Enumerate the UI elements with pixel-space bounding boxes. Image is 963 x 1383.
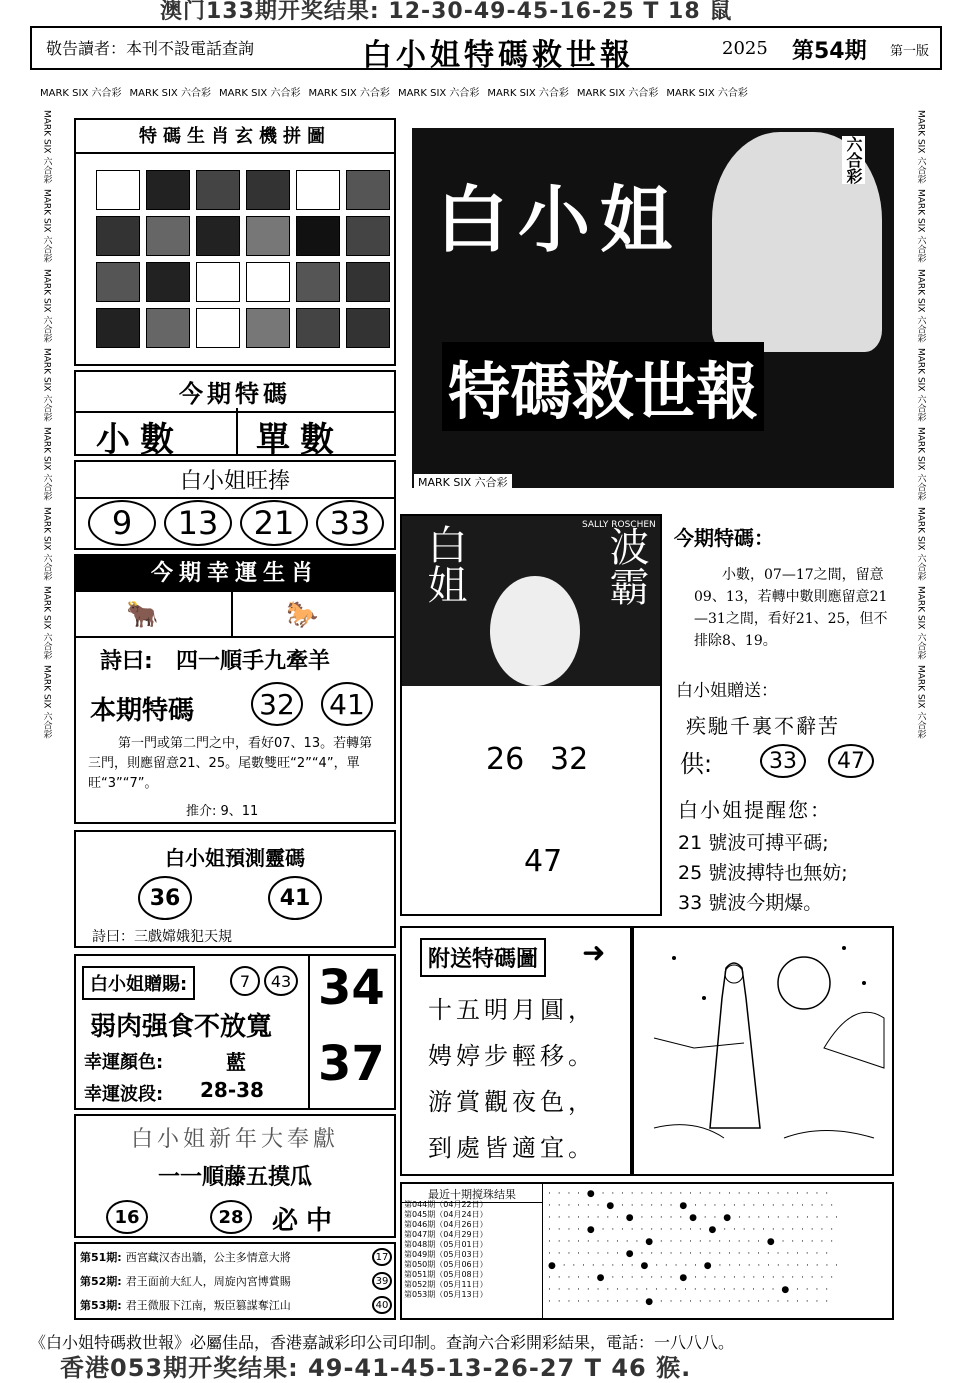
puzzle-box (74, 118, 396, 366)
poster-brand: 六合彩 (844, 136, 863, 184)
header-notice: 敬告讀者：本刊不設電話查詢 (46, 39, 255, 58)
strip-logo: MARK SIX 六合彩 (40, 88, 122, 99)
wangbang-title: 白小姐旺捧 (76, 464, 394, 499)
puzzle-tile (346, 216, 390, 256)
top-strip (40, 84, 910, 99)
ox-icon: 🐂 (126, 600, 159, 630)
puzzle-tile (96, 262, 140, 302)
strip-logo: MARK SIX 六合彩 (218, 88, 301, 99)
strip-logo: MARK SIX 六合彩 (666, 88, 748, 99)
photo-box (400, 514, 662, 916)
number-circle: 33 (760, 744, 806, 778)
table-row: 第050期（05月06日） (404, 1260, 488, 1269)
history-row: 第51期: 西宮藏汉杏出牆，公主多情意大將 17 (80, 1248, 392, 1266)
table-dots: · · · · ● · · · · · · · · · · · · · · · · · · · · · · · · · · · · · · ● · · · · · · ● · · · · · · · · · · · · · · · · · · · · · · · ● · · · · · ● · · ● · · · · · · · · · · · · · · · ● · · · · · · · · · · · ● · · · · · · · · · · · · · · · · · · · · · · ● · · · · · · · · · · · ● · · · · · · · · · · · · · · ● · · · · · · · · · · · · · · · · · · · · ● · · · · · · · · ● · · · · · ● · · · · · · · · · · · · · · · · · · ● · · · · · · · ● · · · · · · · · · · · · · · · · · · · · · · · · · · · · · · · · · · · · · · · ● · · · · · · · · · · · · · · ● · · · · · · · · · · · · · · · · · · (548, 1189, 841, 1307)
puzzle-tile (246, 170, 290, 210)
strip-logo: MARK SIX 六合彩 (487, 88, 569, 99)
right-gift-phrase: 疾馳千裏不辭苦 (686, 714, 840, 738)
puzzle-tile (196, 308, 240, 348)
number-circle: 7 (230, 966, 260, 996)
puzzle-tile (146, 216, 190, 256)
number-circle: 47 (828, 744, 874, 778)
top-result: 澳门133期开奖结果: 12-30-49-45-16-25 T 18 鼠 (160, 0, 733, 24)
moon-lady-drawing (634, 928, 892, 1174)
header-title: 白小姐特碼救世報 (362, 38, 634, 73)
puzzle-tile (346, 262, 390, 302)
puzzle-tile (296, 262, 340, 302)
puzzle-tile (246, 262, 290, 302)
table-row: 第051期（05月08日） (404, 1270, 488, 1279)
right-column (672, 516, 898, 916)
history-row: 第53期: 君王微服下江南，叛臣篡謀奪江山 40 (80, 1296, 392, 1314)
right-reminder-title: 白小姐提醒您： (678, 798, 832, 822)
poem-text: 四一順手九牽羊 (176, 649, 331, 674)
attached-poem-line: 娉婷步輕移。 (428, 1042, 596, 1070)
table-rows (404, 1200, 542, 1300)
special-divider (236, 408, 238, 456)
strip-logo: MARK SIX 六合彩 (129, 88, 211, 99)
attached-title: 附送特碼圖 (420, 938, 546, 977)
number-circle: 16 (106, 1200, 148, 1234)
header-bar (30, 26, 942, 73)
newyear-sure: 必中 (272, 1206, 341, 1236)
strip-logo: MARK SIX 六合彩 (397, 88, 480, 99)
footer-result: 香港053期开奖结果: 49-41-45-13-26-27 T 46 猴. (60, 1354, 692, 1382)
gift-color-label: 幸運顏色: (84, 1052, 164, 1073)
prediction-box (74, 830, 396, 948)
puzzle-tile (196, 262, 240, 302)
puzzle-tile (196, 216, 240, 256)
puzzle-tile (146, 308, 190, 348)
number-circle: 13 (164, 500, 232, 546)
prediction-poem: 詩曰：三戲嫦娥犯天規 (92, 929, 232, 945)
strip-logo: MARK SIX 六合彩 (576, 88, 659, 99)
puzzle-tile (196, 170, 240, 210)
puzzle-tile (246, 308, 290, 348)
strip-logo: MARK SIX 六合彩 (308, 88, 390, 99)
table-divider (542, 1184, 543, 1318)
poem-recommend: 推介: 9、11 (186, 804, 259, 819)
photo-left-text: 白姐 (421, 524, 467, 604)
puzzle-title: 特碼生肖玄機拼圖 (76, 122, 394, 154)
reminder-line: 33 號波今期爆。 (678, 892, 823, 914)
number-circle: 32 (251, 682, 303, 726)
prediction-title: 白小姐預測靈碼 (165, 846, 305, 870)
newyear-box (74, 1114, 396, 1238)
header-year: 2025 (722, 38, 768, 59)
puzzle-tile (146, 262, 190, 302)
divider (231, 592, 233, 636)
header-issue: 第54期 (792, 39, 867, 64)
poem-label: 詩曰: (100, 649, 153, 674)
reminder-line: 25 號波搏特也無妨; (678, 862, 848, 884)
history-box (74, 1242, 396, 1320)
attached-poem-line: 十五明月圓， (428, 996, 596, 1024)
number-circle: 21 (240, 500, 308, 546)
clover-number: 36 (138, 876, 192, 920)
left-strip: MARK SIX 六合彩 MARK SIX 六合彩 MARK SIX 六合彩 MARK SIX 六合彩 MARK SIX 六合彩 MARK SIX 六合彩 MARK SIX 六合彩 MARK SIX 六合彩 (41, 110, 52, 739)
poem-special-label: 本期特碼 (90, 696, 195, 726)
puzzle-tile (246, 216, 290, 256)
table-row: 第046期（04月26日） (404, 1220, 488, 1229)
puzzle-tile (346, 308, 390, 348)
gift-box (74, 954, 396, 1110)
table-row: 第045期（04月24日） (404, 1210, 488, 1219)
number-circle: 33 (316, 500, 384, 546)
table-title: 最近十期搅珠结果 (402, 1186, 542, 1203)
poster-logo: MARK SIX 六合彩 (414, 474, 512, 490)
poem-body: 第一門或第二門之中，看好07、13。若轉第三門，則應留意21、25。尾數雙旺“2”“4”，單旺“3”“7”。 (88, 736, 373, 791)
right-title: 今期特碼： (674, 526, 774, 550)
photo-number: 47 (524, 844, 563, 879)
attached-box (400, 926, 632, 1176)
clover-number: 41 (268, 876, 322, 920)
gift-title: 白小姐贈賜: (82, 966, 195, 1000)
puzzle-tile (96, 170, 140, 210)
table-row: 第044期（04月22日） (404, 1200, 488, 1209)
poster-title1: 白小姐 (436, 177, 683, 262)
puzzle-tile (96, 308, 140, 348)
table-row: 第048期（05月01日） (404, 1240, 488, 1249)
photo-number: 26 (486, 742, 525, 777)
table-row: 第052期（05月11日） (404, 1280, 488, 1289)
reminder-line: 21 號波可搏平碼; (678, 832, 829, 854)
table-row: 第049期（05月03日） (404, 1250, 488, 1259)
poster-title2: 特碼救世報 (442, 342, 764, 431)
puzzle-tile (346, 170, 390, 210)
photo-number: 32 (550, 742, 589, 777)
big-number: 37 (318, 1036, 385, 1092)
horse-icon: 🐎 (286, 600, 319, 630)
gift-divider (308, 956, 310, 1108)
table-row: 第053期（05月13日） (404, 1290, 488, 1299)
photo-face (490, 576, 580, 686)
wangbang-numbers (88, 500, 384, 546)
puzzle-tile (146, 170, 190, 210)
right-strip: MARK SIX 六合彩 MARK SIX 六合彩 MARK SIX 六合彩 MARK SIX 六合彩 MARK SIX 六合彩 MARK SIX 六合彩 MARK SIX 六合彩 MARK SIX 六合彩 (915, 110, 926, 739)
poster (412, 122, 894, 492)
gift-wave: 28-38 (200, 1078, 264, 1102)
lucky-sep (76, 636, 394, 638)
attached-poem-line: 到處皆適宜。 (428, 1134, 596, 1162)
gift-wave-label: 幸運波段: (84, 1084, 164, 1105)
gift-color: 藍 (226, 1050, 246, 1074)
header-edition: 第一版 (890, 44, 930, 59)
gift-phrase: 弱肉强食不放寬 (90, 1012, 273, 1042)
number-circle: 28 (210, 1200, 252, 1234)
lucky-title: 今期幸運生肖 (76, 556, 394, 592)
right-gift-label: 白小姐贈送： (676, 681, 778, 701)
right-supply-label: 供: (680, 750, 713, 778)
arrow-right-icon: ➜ (582, 936, 606, 969)
history-row: 第52期: 君王面前大紅人，周旋內宮博賞賜 39 (80, 1272, 392, 1290)
table-row: 第047期（04月29日） (404, 1230, 488, 1239)
puzzle-tile (96, 216, 140, 256)
puzzle-tile (296, 308, 340, 348)
photo-right-text: 波霸 (603, 526, 649, 606)
moon-illustration (632, 926, 894, 1176)
number-circle: 41 (321, 682, 373, 726)
special-title: 今期特碼 (76, 372, 394, 413)
puzzle-tile (296, 216, 340, 256)
newyear-title: 白小姐新年大奉獻 (130, 1127, 339, 1152)
footer-line: 《白小姐特碼救世報》必屬佳品，香港嘉誠彩印公司印制。查詢六合彩開彩結果，電話：一八八八。 (30, 1333, 735, 1352)
special-box (74, 370, 396, 460)
right-body: 小數，07—17之間，留意09、13，若轉中數則應留意21—31之間，看好21、25，但不排除8、19。 (694, 567, 888, 649)
big-number: 34 (318, 960, 385, 1016)
puzzle-grid (96, 170, 390, 348)
puzzle-tile (296, 170, 340, 210)
photo-caption: SALLY ROSCHEN (582, 520, 656, 530)
attached-poem-line: 游賞觀夜色， (428, 1088, 596, 1116)
special-small: 小數 (96, 420, 184, 460)
wangbang-box (74, 460, 396, 550)
number-circle: 43 (264, 966, 298, 996)
special-odd: 單數 (256, 420, 344, 460)
lucky-box (74, 554, 396, 824)
number-circle: 9 (88, 500, 156, 546)
newyear-phrase: 一一順藤五摸瓜 (157, 1165, 312, 1190)
results-table (400, 1182, 894, 1320)
